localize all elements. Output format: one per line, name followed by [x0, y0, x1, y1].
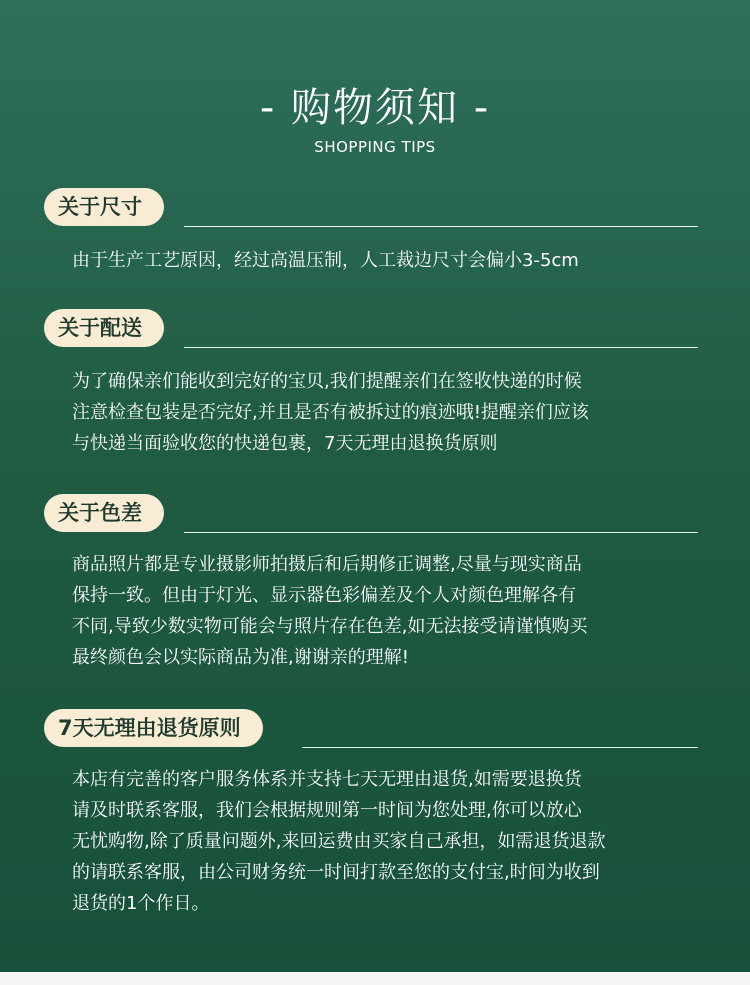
section-label-delivery: 关于配送: [44, 309, 164, 347]
text-line: 退货的1个作日。: [72, 893, 210, 914]
section-header-returns: [44, 709, 698, 749]
text-line: 不同,导致少数实物可能会与照片存在色差,如无法接受请谨慎购买: [72, 616, 588, 637]
section-label-color: 关于色差: [44, 494, 164, 532]
section-divider: [184, 226, 698, 227]
section-body-delivery: [72, 366, 712, 459]
text-line: 商品照片都是专业摄影师拍摄后和后期修正调整,尽量与现实商品: [72, 554, 582, 575]
section-divider: [184, 347, 698, 348]
text-line: 最终颜色会以实际商品为准,谢谢亲的理解!: [72, 647, 409, 668]
bottom-band: [0, 972, 750, 985]
page-title: - 购物须知 -: [259, 85, 491, 131]
text-line: 无忧购物,除了质量问题外,来回运费由买家自己承担，如需退货退款: [72, 831, 606, 852]
text-line: 由于生产工艺原因，经过高温压制，人工裁边尺寸会偏小3-5cm: [72, 250, 579, 271]
section-body-returns: [72, 764, 712, 919]
section-header-size: [44, 188, 698, 228]
section-divider: [302, 747, 698, 748]
section-body-size: [72, 245, 712, 276]
text-line: 注意检查包装是否完好,并且是否有被拆过的痕迹哦!提醒亲们应该: [72, 402, 589, 423]
section-label-returns: 7天无理由退货原则: [44, 709, 263, 747]
page-header: [0, 80, 750, 158]
text-line: 本店有完善的客户服务体系并支持七天无理由退货,如需要退换货: [72, 769, 582, 790]
section-divider: [184, 532, 698, 533]
text-line: 请及时联系客服，我们会根据规则第一时间为您处理,你可以放心: [72, 800, 582, 821]
text-line: 为了确保亲们能收到完好的宝贝,我们提醒亲们在签收快递的时候: [72, 371, 582, 392]
section-label-size: 关于尺寸: [44, 188, 164, 226]
section-header-color: [44, 494, 698, 534]
page-subtitle: SHOPPING TIPS: [314, 138, 436, 156]
section-body-color: [72, 549, 712, 673]
text-line: 的请联系客服，由公司财务统一时间打款至您的支付宝,时间为收到: [72, 862, 600, 883]
text-line: 保持一致。但由于灯光、显示器色彩偏差及个人对颜色理解各有: [72, 585, 576, 606]
section-header-delivery: [44, 309, 698, 349]
text-line: 与快递当面验收您的快递包裹，7天无理由退换货原则: [72, 433, 498, 454]
